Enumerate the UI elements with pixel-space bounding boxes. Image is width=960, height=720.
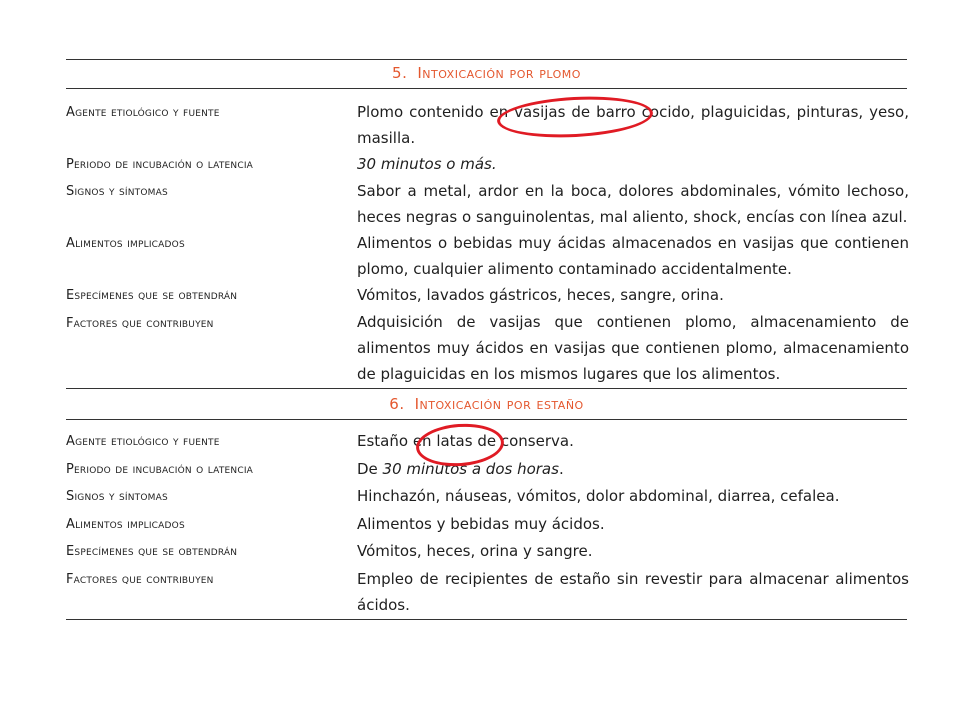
- section-title-text: Intoxicación por plomo: [417, 64, 581, 82]
- row-label: Factores que contribuyen: [66, 316, 214, 331]
- bottom-rule: [66, 619, 907, 620]
- row-label: Alimentos implicados: [66, 236, 185, 251]
- row-label: Alimentos implicados: [66, 517, 185, 532]
- row-label: Especímenes que se obtendrán: [66, 288, 238, 303]
- row-value: Empleo de recipientes de estaño sin revestir para almacenar alimentos ácidos.: [357, 570, 909, 614]
- row-label: Factores que contribuyen: [66, 572, 214, 587]
- row-value: Vómitos, heces, orina y sangre.: [357, 542, 593, 560]
- section-5-title: [66, 64, 907, 82]
- row-value: 30 minutos o más.: [357, 155, 497, 173]
- row-value: Estaño en latas de conserva.: [357, 432, 574, 450]
- top-rule: [66, 59, 907, 60]
- section-number: 6.: [389, 395, 405, 413]
- section-6-top-rule: [66, 388, 907, 389]
- row-label: Periodo de incubación o latencia: [66, 157, 254, 172]
- row-label: Signos y síntomas: [66, 184, 168, 199]
- row-value: Hinchazón, náuseas, vómitos, dolor abdominal, diarrea, cefalea.: [357, 487, 840, 505]
- row-value: Sabor a metal, ardor en la boca, dolores abdominales, vómito lechoso, heces negras o sanguinolentas, mal aliento, shock, encías con línea azul.: [357, 182, 909, 226]
- section-6-title-rule: [66, 419, 907, 420]
- section-number: 5.: [392, 64, 408, 82]
- row-value: Plomo contenido en vasijas de barro cocido, plaguicidas, pinturas, yeso, masilla.: [357, 103, 909, 147]
- row-label: Especímenes que se obtendrán: [66, 544, 238, 559]
- row-label: Signos y síntomas: [66, 489, 168, 504]
- row-label: Agente etiológico y fuente: [66, 105, 220, 120]
- row-value: Alimentos y bebidas muy ácidos.: [357, 515, 605, 533]
- section-title-text: Intoxicación por estaño: [414, 395, 584, 413]
- section-6-title: [66, 395, 907, 413]
- row-label: Periodo de incubación o latencia: [66, 462, 254, 477]
- value-prefix: De: [357, 460, 383, 478]
- row-value: Vómitos, lavados gástricos, heces, sangre, orina.: [357, 286, 724, 304]
- value-italic: 30 minutos a dos horas: [382, 460, 559, 478]
- section-5-title-rule: [66, 88, 907, 89]
- row-value: Adquisición de vasijas que contienen plomo, almacenamiento de alimentos muy ácidos en vasijas que contienen plomo, almacenamiento de plaguicidas en los mismos lugares que los alimentos.: [357, 313, 909, 383]
- row-label: Agente etiológico y fuente: [66, 434, 220, 449]
- value-suffix: .: [558, 460, 564, 478]
- row-value: Alimentos o bebidas muy ácidas almacenados en vasijas que contienen plomo, cualquier alimento contaminado accidentalmente.: [357, 234, 909, 278]
